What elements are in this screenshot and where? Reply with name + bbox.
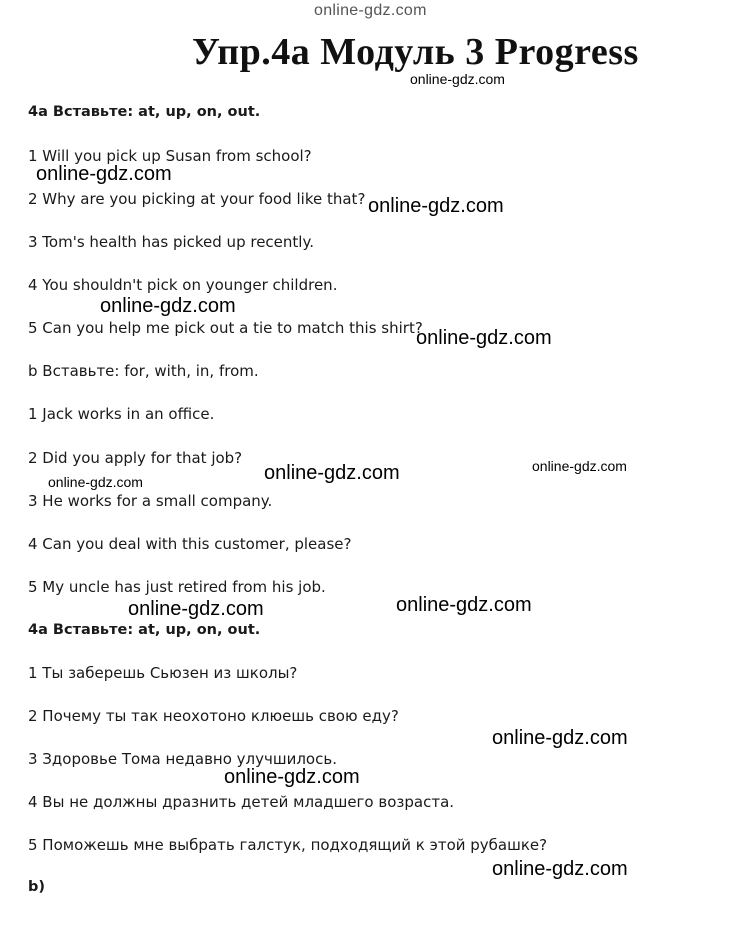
line-item: 1 Will you pick up Susan from school? xyxy=(28,147,312,165)
watermark: online-gdz.com xyxy=(410,71,505,87)
line-item: 2 Why are you picking at your food like that? xyxy=(28,190,366,208)
watermark: online-gdz.com xyxy=(492,858,628,880)
line-item: 5 Поможешь мне выбрать галстук, подходящий к этой рубашке? xyxy=(28,836,548,854)
watermark: online-gdz.com xyxy=(128,598,264,620)
watermark: online-gdz.com xyxy=(224,766,360,788)
watermark: online-gdz.com xyxy=(368,195,504,217)
task-b-heading: b Вставьте: for, with, in, from. xyxy=(28,362,259,380)
line-item: 1 Ты заберешь Сьюзен из школы? xyxy=(28,664,298,682)
task-4a-heading: 4а Вставьте: at, up, on, out. xyxy=(28,104,261,120)
watermark: online-gdz.com xyxy=(48,474,143,490)
watermark: online-gdz.com xyxy=(532,458,627,474)
watermark: online-gdz.com xyxy=(416,327,552,349)
watermark: online-gdz.com xyxy=(492,727,628,749)
watermark: online-gdz.com xyxy=(264,462,400,484)
line-item: 4 Вы не должны дразнить детей младшего возраста. xyxy=(28,793,455,811)
line-item: 4 You shouldn't pick on younger children. xyxy=(28,276,338,294)
line-item: 3 Tom's health has picked up recently. xyxy=(28,233,314,251)
line-item: 4 Can you deal with this customer, please? xyxy=(28,535,352,553)
line-item: 3 He works for a small company. xyxy=(28,492,273,510)
line-item: 2 Did you apply for that job? xyxy=(28,449,243,467)
line-item: 1 Jack works in an office. xyxy=(28,405,215,423)
line-item: 2 Почему ты так неохотоно клюешь свою еду? xyxy=(28,707,399,725)
translation-heading: 4а Вставьте: at, up, on, out. xyxy=(28,622,261,638)
line-item: 3 Здоровье Тома недавно улучшилось. xyxy=(28,750,337,768)
watermark: online-gdz.com xyxy=(396,594,532,616)
watermark: online-gdz.com xyxy=(36,163,172,185)
line-item: 5 Can you help me pick out a tie to match this shirt? xyxy=(28,319,423,337)
watermark: online-gdz.com xyxy=(100,295,236,317)
page-title: Упр.4а Модуль 3 Progress xyxy=(192,31,639,73)
line-item: 5 My uncle has just retired from his job. xyxy=(28,578,326,596)
translation-b-heading: b) xyxy=(28,879,46,895)
watermark: online-gdz.com xyxy=(314,2,427,19)
